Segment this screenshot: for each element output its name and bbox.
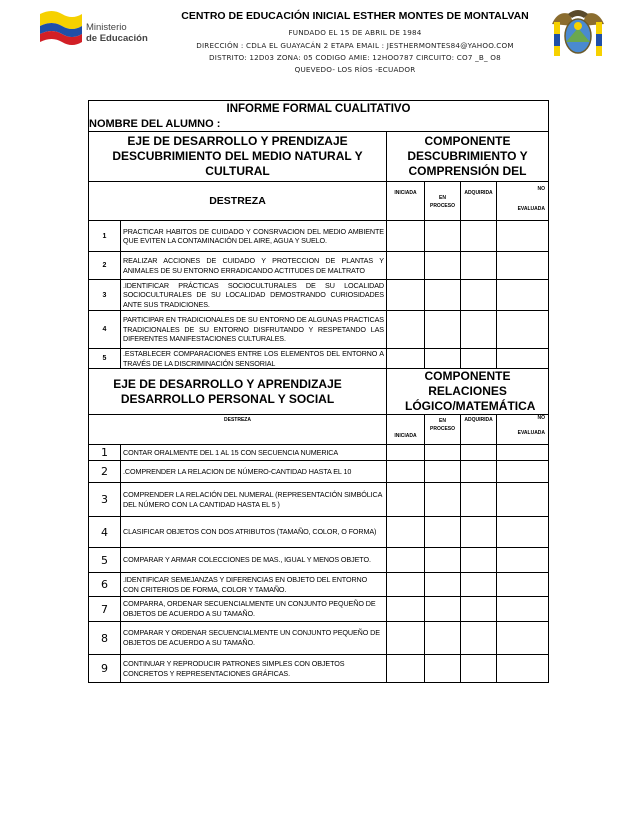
check-cell[interactable]	[387, 280, 425, 311]
check-cell[interactable]	[461, 445, 497, 461]
skill-text: COMPARAR Y ORDENAR SECUENCIALMENTE UN CONJUNTO PEQUEÑO DE OBJETOS DE ACUERDO A SU TAMAÑO.	[121, 622, 387, 655]
section2-componente-heading: COMPONENTE RELACIONES LÓGICO/MATEMÁTICA	[387, 369, 549, 415]
address-line: DIRECCIÓN : CDLA EL GUAYACÁN 2 ETAPA EMAIL : JESTHERMONTES84@YAHOO.COM	[196, 41, 514, 50]
letterhead	[0, 0, 638, 95]
check-cell[interactable]	[425, 483, 461, 517]
check-cell[interactable]	[461, 349, 497, 369]
check-cell[interactable]	[461, 597, 497, 622]
table-row	[89, 483, 549, 517]
check-cell[interactable]	[387, 311, 425, 349]
row-number: 3	[89, 280, 121, 311]
col-iniciada-2: INICIADA	[387, 415, 425, 445]
check-cell[interactable]	[425, 548, 461, 573]
check-cell[interactable]	[461, 280, 497, 311]
check-cell[interactable]	[387, 461, 425, 483]
section1-table	[88, 100, 549, 369]
report-form	[88, 100, 548, 680]
row-number: 4	[89, 517, 121, 548]
check-cell[interactable]	[461, 655, 497, 683]
col-iniciada: INICIADA	[387, 182, 425, 221]
skill-text: .IDENTIFICAR SEMEJANZAS Y DIFERENCIAS EN OBJETO DEL ENTORNO CON CRITERIOS DE FORMA, COLOR Y TAMAÑO.	[121, 573, 387, 597]
table-row	[89, 349, 549, 369]
school-name: CENTRO DE EDUCACIÓN INICIAL ESTHER MONTES DE MONTALVAN	[181, 10, 529, 22]
skill-text: CONTINUAR Y REPRODUCIR PATRONES SIMPLES CON OBJETOS CONCRETOS Y REPRESENTACIONES GRÁFICAS.	[121, 655, 387, 683]
row-number: 1	[89, 221, 121, 252]
check-cell[interactable]	[387, 622, 425, 655]
row-number: 3	[89, 483, 121, 517]
destreza-header-2: DESTREZA	[89, 415, 387, 445]
table-row	[89, 573, 549, 597]
check-cell[interactable]	[497, 548, 549, 573]
skill-text: PRACTICAR HABITOS DE CUIDADO Y CONSRVACION DEL MEDIO AMBIENTE QUE EVITEN LA CONTAMINACIÓN DEL AIRE, AGUA Y SUELO.	[121, 221, 387, 252]
check-cell[interactable]	[497, 252, 549, 280]
check-cell[interactable]	[387, 655, 425, 683]
check-cell[interactable]	[425, 517, 461, 548]
check-cell[interactable]	[497, 573, 549, 597]
check-cell[interactable]	[461, 461, 497, 483]
row-number: 7	[89, 597, 121, 622]
check-cell[interactable]	[425, 597, 461, 622]
col-en-proceso: EN PROCESO	[425, 182, 461, 221]
check-cell[interactable]	[497, 483, 549, 517]
skill-text: .COMPRENDER LA RELACION DE NÚMERO-CANTIDAD HASTA EL 10	[121, 461, 387, 483]
section1-componente-heading: COMPONENTE DESCUBRIMIENTO Y COMPRENSIÓN DEL	[387, 132, 549, 182]
skill-text: CONTAR ORALMENTE DEL 1 AL 15 CON SECUENCIA NUMERICA	[121, 445, 387, 461]
table-row	[89, 655, 549, 683]
check-cell[interactable]	[425, 252, 461, 280]
check-cell[interactable]	[387, 221, 425, 252]
check-cell[interactable]	[387, 597, 425, 622]
section2-table	[88, 368, 549, 683]
check-cell[interactable]	[461, 517, 497, 548]
row-number: 5	[89, 548, 121, 573]
ministerio-logo	[38, 8, 156, 52]
table-row	[89, 221, 549, 252]
table-row	[89, 461, 549, 483]
skill-text: COMPRENDER LA RELACIÓN DEL NUMERAL (REPRESENTACIÓN SIMBÓLICA DEL NÚMERO CON LA CANTIDAD HASTA EL 5 )	[121, 483, 387, 517]
skill-text: CLASIFICAR OBJETOS CON DOS ATRIBUTOS (TAMAÑO, COLOR, O FORMA)	[121, 517, 387, 548]
skill-text: COMPARRA, ORDENAR SECUENCIALMENTE UN CONJUNTO PEQUEÑO DE OBJETOS DE ACUERDO A SU TAMAÑO.	[121, 597, 387, 622]
table-row	[89, 597, 549, 622]
row-number: 2	[89, 461, 121, 483]
check-cell[interactable]	[497, 622, 549, 655]
col-adquirida-2: ADQUIRIDA	[461, 415, 497, 445]
check-cell[interactable]	[425, 221, 461, 252]
check-cell[interactable]	[497, 597, 549, 622]
col-no-evaluada: NO EVALUADA	[497, 182, 549, 221]
table-row	[89, 445, 549, 461]
check-cell[interactable]	[461, 548, 497, 573]
row-number: 6	[89, 573, 121, 597]
destreza-header: DESTREZA	[89, 182, 387, 221]
table-row	[89, 280, 549, 311]
check-cell[interactable]	[461, 483, 497, 517]
table-row	[89, 517, 549, 548]
row-number: 9	[89, 655, 121, 683]
row-number: 4	[89, 311, 121, 349]
row-number: 2	[89, 252, 121, 280]
check-cell[interactable]	[387, 483, 425, 517]
section2-eje-heading: EJE DE DESARROLLO Y APRENDIZAJE DESARROLLO PERSONAL Y SOCIAL	[89, 369, 387, 415]
check-cell[interactable]	[425, 461, 461, 483]
report-title: INFORME FORMAL CUALITATIVO	[89, 101, 549, 118]
national-seal-icon	[548, 4, 608, 62]
check-cell[interactable]	[425, 622, 461, 655]
check-cell[interactable]	[497, 445, 549, 461]
check-cell[interactable]	[387, 573, 425, 597]
check-cell[interactable]	[461, 573, 497, 597]
table-row	[89, 311, 549, 349]
skill-text: PARTICIPAR EN TRADICIONALES DE SU ENTORNO DE ALGUNAS PRACTICAS TRADICIONALES DE SU ENTORNO DISFRUTANDO Y RESPETANDO LAS DIFERENTES MANIFESTACIONES CULTURALES.	[121, 311, 387, 349]
ecuador-flag-icon	[38, 8, 84, 48]
row-number: 1	[89, 445, 121, 461]
check-cell[interactable]	[425, 655, 461, 683]
table-row	[89, 622, 549, 655]
check-cell[interactable]	[497, 517, 549, 548]
check-cell[interactable]	[425, 445, 461, 461]
row-number: 5	[89, 349, 121, 369]
check-cell[interactable]	[387, 445, 425, 461]
check-cell[interactable]	[387, 517, 425, 548]
check-cell[interactable]	[497, 349, 549, 369]
section1-eje-heading: EJE DE DESARROLLO Y PRENDIZAJE DESCUBRIMIENTO DEL MEDIO NATURAL Y CULTURAL	[89, 132, 387, 182]
check-cell[interactable]	[425, 349, 461, 369]
check-cell[interactable]	[497, 280, 549, 311]
check-cell[interactable]	[497, 311, 549, 349]
logo-line-1: Ministerio	[86, 22, 127, 33]
table-row	[89, 548, 549, 573]
check-cell[interactable]	[497, 221, 549, 252]
check-cell[interactable]	[497, 655, 549, 683]
check-cell[interactable]	[425, 311, 461, 349]
check-cell[interactable]	[387, 349, 425, 369]
check-cell[interactable]	[461, 252, 497, 280]
student-name-label: NOMBRE DEL ALUMNO :	[89, 118, 221, 131]
check-cell[interactable]	[387, 548, 425, 573]
check-cell[interactable]	[461, 311, 497, 349]
check-cell[interactable]	[461, 622, 497, 655]
skill-text: .ESTABLECER COMPARACIONES ENTRE LOS ELEMENTOS DEL ENTORNO A TRAVÉS DE LA DISCRIMINACIÓN SENSORIAL	[121, 349, 387, 369]
check-cell[interactable]	[425, 280, 461, 311]
col-no-evaluada-2: NO EVALUADA	[497, 415, 549, 445]
col-en-proceso-2: EN PROCESO	[425, 415, 461, 445]
col-adquirida: ADQUIRIDA	[461, 182, 497, 221]
skill-text: .IDENTIFICAR PRÁCTICAS SOCIOCULTURALES DE SU LOCALIDAD SOCIOCULTURALES DE SU LOCALIDAD DEMOSTRANDO CURIOSIDADES ANTE SUS TRADICIONES.	[121, 280, 387, 311]
founded-line: FUNDADO EL 15 DE ABRIL DE 1984	[288, 28, 422, 37]
skill-text: COMPARAR Y ARMAR COLECCIONES DE MAS., IGUAL Y MENOS OBJETO.	[121, 548, 387, 573]
district-line: DISTRITO: 12D03 ZONA: 05 CODIGO AMIE: 12HOO787 CIRCUITO: CO7 _B_ O8	[209, 53, 501, 62]
check-cell[interactable]	[425, 573, 461, 597]
check-cell[interactable]	[387, 252, 425, 280]
row-number: 8	[89, 622, 121, 655]
table-row	[89, 252, 549, 280]
city-line: QUEVEDO- LOS RÍOS -ECUADOR	[294, 65, 416, 74]
check-cell[interactable]	[461, 221, 497, 252]
skill-text: REALIZAR ACCIONES DE CUIDADO Y PROTECCION DE PLANTAS Y ANIMALES DE SU ENTORNO ERRADICANDO ACTITUDES DE MALTRATO	[121, 252, 387, 280]
check-cell[interactable]	[497, 461, 549, 483]
logo-line-2: de Educación	[86, 33, 148, 44]
